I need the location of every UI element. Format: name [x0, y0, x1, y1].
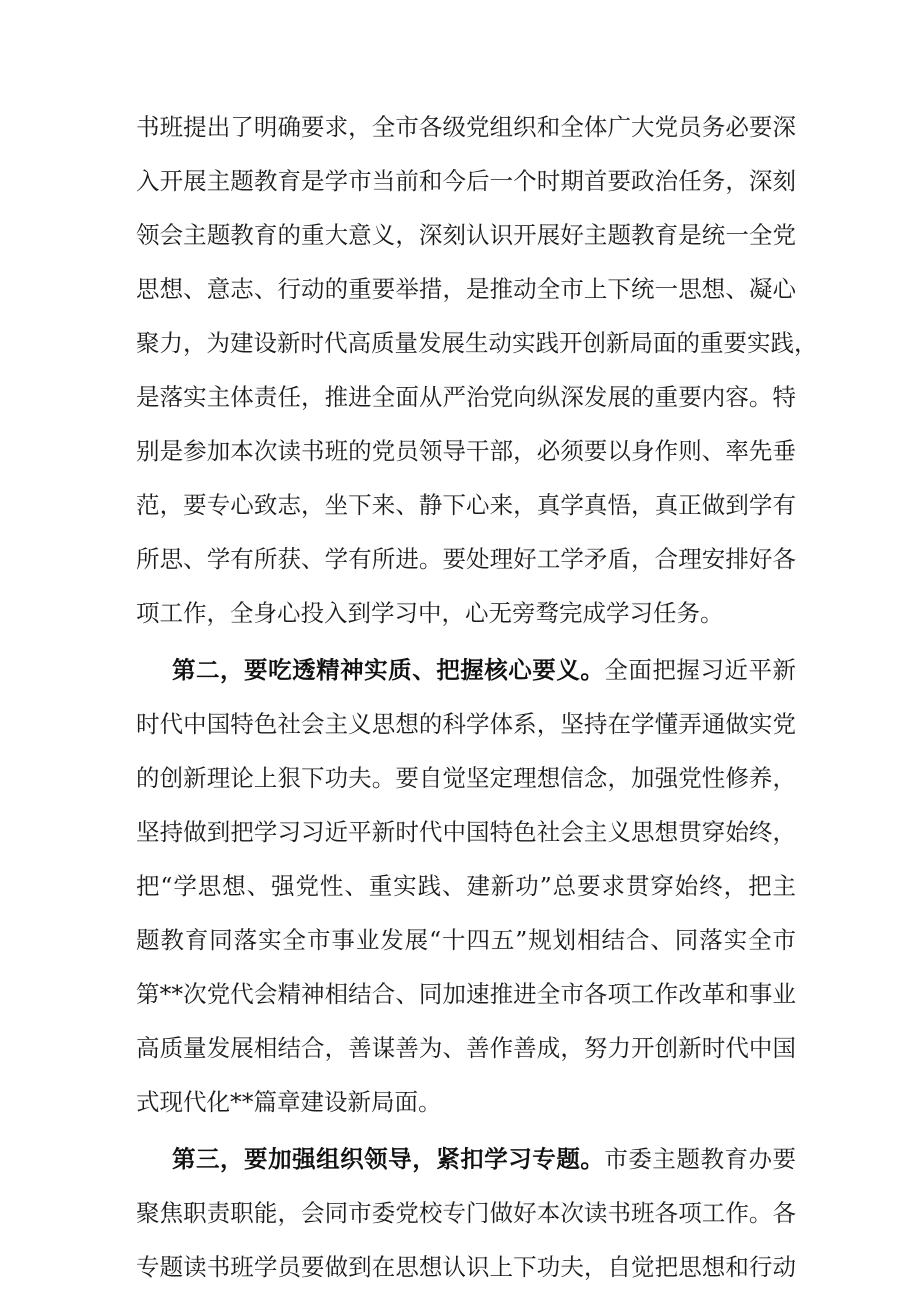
paragraph2-line-7: 第**次党代会精神相结合、同加速推进全市各项工作改革和事业	[136, 980, 796, 1008]
paragraph2-first-line-rest: 全面把握习近平新	[604, 656, 796, 684]
paragraph1-line-9: 所思、学有所获、学有所进。要处理好工学矛盾，合理安排好各	[136, 545, 796, 573]
paragraph2-line-4: 坚持做到把学习习近平新时代中国特色社会主义思想贯穿始终，	[136, 818, 796, 846]
paragraph1-line-8: 范，要专心致志，坐下来、静下心来，真学真悟，真正做到学有	[136, 491, 796, 519]
paragraph1-line-10: 项工作，全身心投入到学习中，心无旁骛完成学习任务。	[136, 599, 724, 627]
paragraph1-line-5: 聚力，为建设新时代高质量发展生动实践开创新局面的重要实践，	[136, 329, 818, 357]
paragraph1-line-3: 领会主题教育的重大意义，深刻认识开展好主题教育是统一全党	[136, 221, 796, 249]
paragraph2-line-5: 把“学思想、强党性、重实践、建新功”总要求贯穿始终，把主	[136, 872, 796, 900]
paragraph1-line-2: 入开展主题教育是学市当前和今后一个时期首要政治任务，深刻	[136, 167, 796, 195]
paragraph1-line-7: 别是参加本次读书班的党员领导干部，必须要以身作则、率先垂	[136, 437, 796, 465]
paragraph2-line-3: 的创新理论上狠下功夫。要自觉坚定理想信念，加强党性修养，	[136, 764, 796, 792]
paragraph3-first-line	[172, 1139, 796, 1179]
paragraph2-line-2: 时代中国特色社会主义思想的科学体系，坚持在学懂弄通做实党	[136, 710, 796, 738]
paragraph3-line-2: 聚焦职责职能，会同市委党校专门做好本次读书班各项工作。各	[136, 1199, 796, 1227]
paragraph1-line-4: 思想、意志、行动的重要举措，是推动全市上下统一思想、凝心	[136, 275, 796, 303]
paragraph2-first-line	[172, 650, 796, 690]
paragraph2-line-8: 高质量发展相结合，善谋善为、善作善成，努力开创新时代中国	[136, 1034, 796, 1062]
paragraph3-heading: 第三，要加强组织领导，紧扣学习专题。	[172, 1145, 605, 1173]
paragraph2-heading: 第二，要吃透精神实质、把握核心要义。	[172, 656, 605, 684]
paragraph1-line-1: 书班提出了明确要求，全市各级党组织和全体广大党员务必要深	[136, 113, 796, 141]
paragraph1-line-6: 是落实主体责任，推进全面从严治党向纵深发展的重要内容。特	[136, 383, 796, 411]
paragraph3-first-line-rest: 市委主题教育办要	[604, 1145, 796, 1173]
paragraph2-line-9: 式现代化**篇章建设新局面。	[136, 1088, 442, 1116]
paragraph2-line-6: 题教育同落实全市事业发展“十四五”规划相结合、同落实全市	[136, 926, 796, 954]
paragraph3-line-3: 专题读书班学员要做到在思想认识上下功夫，自觉把思想和行动	[136, 1253, 796, 1281]
